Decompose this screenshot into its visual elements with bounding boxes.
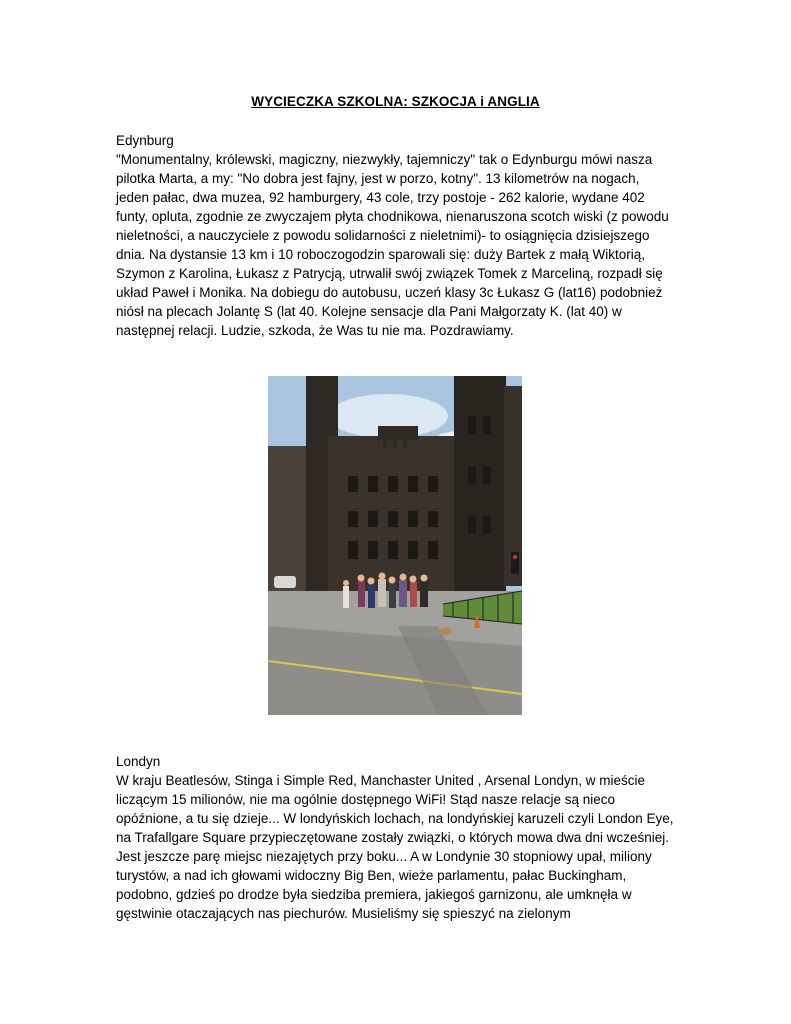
page-title: WYCIECZKA SZKOLNA: SZKOCJA i ANGLIA	[251, 94, 540, 109]
section-heading: Londyn	[116, 754, 161, 769]
section-paragraph: W kraju Beatlesów, Stinga i Simple Red, Manchaster United , Arsenal Londyn, w mieście liczącym 15 milionów, nie ma ogólnie dostępnego WiFi! Stąd nasze relacje są nieco opóźnione, a tu się dzieje... W londyńskich lochach, na londyńskiej karuzeli czyli London Eye, na Trafallgare Square przypieczętowane zostały związki, o których mowa dwa dni wcześniej. Jest jeszcze parę miejsc niezajętych przy boku... A w Londynie 30 stopniowy upał, miliony turystów, a nad ich głowami widoczny Big Ben, wieże parlamentu, pałac Buckingham, podobno, gdzieś po drodze była siedziba premiera, jakiegoś garnizonu, ale umknęła w gęstwinie otaczających nas piechurów. Musieliśmy się spieszyć na zielonym	[116, 773, 674, 921]
section-paragraph: "Monumentalny, królewski, magiczny, niezwykły, tajemniczy" tak o Edynburgu mówi nasza pilotka Marta, a my: "No dobra jest fajny, jest w porzo, kotny". 13 kilometrów na nogach, jeden pałac, dwa muzea, 92 hamburgery, 43 cole, trzy postoje - 262 kalorie, wydane 402 funty, opluta, zgodnie ze zwyczajem płyta chodnikowa, nienaruszona scotch wiski (z powodu nieletności, a nauczyciele z powodu solidarności z nieletnimi)- to osiągnięcia dzisiejszego dnia. Na dystansie 13 km i 10 roboczogodzin sparowali się: duży Bartek z małą Wiktorią, Szymon z Karolina, Łukasz z Patrycją, utrwalił swój związek Tomek z Marceliną, rozpadł się układ Paweł i Monika. Na dobiegu do autobusu, uczeń klasy 3c Łukasz G (lat16) podobnież niósł na plecach Jolantę S (lat 40. Kolejne sensacje dla Pani Małgorzaty K. (lat 40) w następnej relacji. Ludzie, szkoda, że Was tu nie ma. Pozdrawiamy.	[116, 152, 669, 338]
edinburgh-building-photo	[268, 376, 522, 715]
photo-illustration	[268, 376, 522, 715]
section-edynburg	[116, 131, 676, 340]
section-londyn	[116, 752, 676, 923]
section-heading: Edynburg	[116, 133, 174, 148]
